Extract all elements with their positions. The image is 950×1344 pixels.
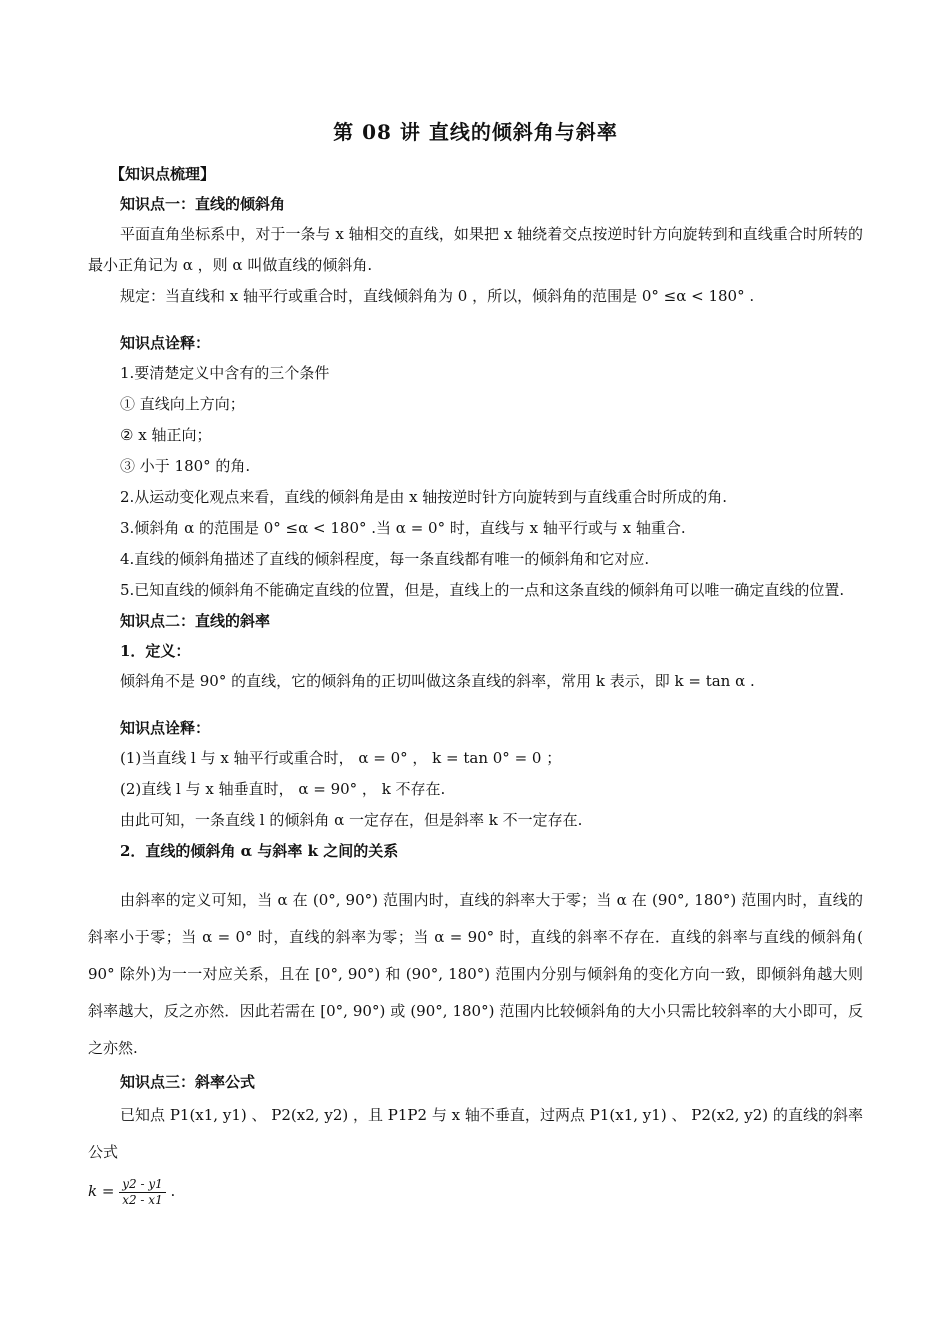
kp3-text: 已知点 P1(x1, y1) 、 P2(x2, y2) ，且 P1P2 与 x 轴不垂直，过两点 P1(x1, y1) 、 P2(x2, y2) 的直线的斜率公式: [88, 1106, 863, 1161]
note1-item-1: 1.要清楚定义中含有的三个条件: [120, 364, 330, 382]
note1-item-4: ③ 小于 180° 的角.: [120, 457, 251, 475]
kp2-relation-text: 由斜率的定义可知，当 α 在 (0°, 90°) 范围内时，直线的斜率大于零；当 α 在 (90°, 180°) 范围内时，直线的斜率小于零；当 α = 0° 时，直线的斜率为零；当 α = 90° 时，直线的斜率不存在．直线的斜率与直线的倾斜角( 90° 除外)为一一对应关系，且在 [0°, 90°) 和 (90°, 180°) 范围内分别与倾斜角的变化方向一致，即倾斜角越大则斜率越大，反之亦然．因此若需在 [0°, 90°) 或 (90°, 180°) 范围内比较倾斜角的大小只需比较斜率的大小即可，反之亦然.: [88, 891, 863, 1057]
note1-item-5: 2.从运动变化观点来看，直线的倾斜角是由 x 轴按逆时针方向旋转到与直线重合时所成的角.: [120, 488, 728, 506]
kp2-def-text: 倾斜角不是 90° 的直线，它的倾斜角的正切叫做这条直线的斜率，常用 k 表示，即 k = tan α .: [120, 672, 755, 690]
document-page: [88, 110, 863, 1211]
slope-formula: [88, 1171, 863, 1211]
kp2-heading: 知识点二：直线的斜率: [120, 612, 271, 630]
page-title: 第 08 讲 直线的倾斜角与斜率: [333, 120, 618, 144]
note1-item-6: 3.倾斜角 α 的范围是 0° ≤α < 180° .当 α = 0° 时，直线与 x 轴平行或与 x 轴重合.: [120, 519, 686, 537]
formula-numerator: y2 - y1: [119, 1177, 166, 1193]
kp2-note-2: (2)直线 l 与 x 轴垂直时， α = 90° ， k 不存在.: [120, 780, 446, 798]
formula-fraction: [119, 1177, 166, 1208]
kp1-para1: 平面直角坐标系中，对于一条与 x 轴相交的直线，如果把 x 轴绕着交点按逆时针方向旋转到和直线重合时所转的最小正角记为 α ，则 α 叫做直线的倾斜角.: [88, 225, 863, 274]
kp2-note-1: (1)当直线 l 与 x 轴平行或重合时， α = 0° ， k = tan 0° = 0 ；: [120, 749, 562, 767]
note1-heading: 知识点诠释：: [120, 334, 211, 352]
note1-item-8: 5.已知直线的倾斜角不能确定直线的位置，但是，直线上的一点和这条直线的倾斜角可以唯一确定直线的位置.: [120, 581, 845, 599]
note1-item-2: ① 直线向上方向；: [120, 395, 245, 413]
formula-lhs: k =: [88, 1182, 115, 1200]
kp2-def-heading: 1．定义：: [120, 642, 191, 660]
formula-denominator: x2 - x1: [122, 1192, 163, 1207]
kp1-heading: 知识点一：直线的倾斜角: [120, 195, 286, 213]
section-heading: 【知识点梳理】: [110, 165, 216, 183]
kp1-para2: 规定：当直线和 x 轴平行或重合时，直线倾斜角为 0 ，所以，倾斜角的范围是 0° ≤α < 180° .: [120, 287, 755, 305]
formula-end: .: [170, 1182, 176, 1200]
kp3-heading: 知识点三：斜率公式: [120, 1073, 256, 1091]
kp2-note-3: 由此可知，一条直线 l 的倾斜角 α 一定存在，但是斜率 k 不一定存在.: [120, 811, 583, 829]
note1-item-7: 4.直线的倾斜角描述了直线的倾斜程度，每一条直线都有唯一的倾斜角和它对应.: [120, 550, 650, 568]
kp2-relation-heading: 2．直线的倾斜角 α 与斜率 k 之间的关系: [120, 842, 399, 860]
note1-item-3: ② x 轴正向；: [120, 426, 212, 444]
kp2-note-heading: 知识点诠释：: [120, 719, 211, 737]
